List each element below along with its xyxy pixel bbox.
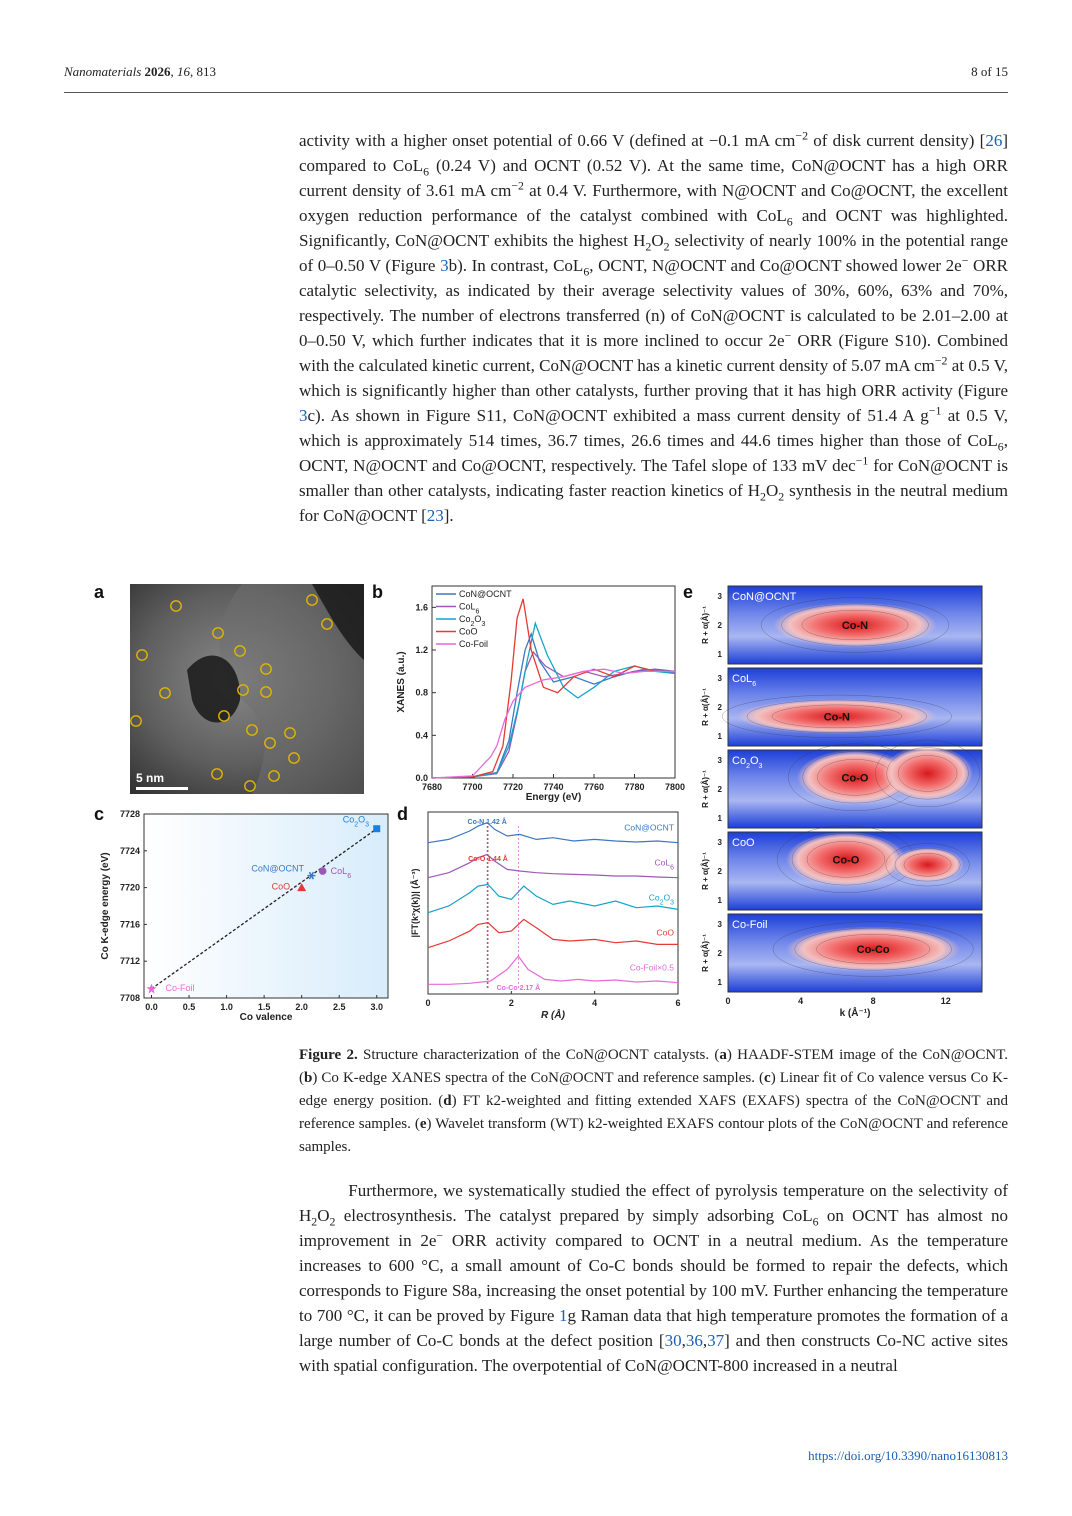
wavelet-bond-label: Co-O [841,772,869,785]
x-tick-label: 1.5 [257,1002,271,1012]
x-tick-label: 2.5 [332,1002,346,1012]
x-tick-label: 3.0 [370,1002,383,1012]
y-tick-label: 2 [717,703,722,712]
x-tick-label: 2 [508,998,514,1008]
x-tick-label: 0.0 [145,1002,158,1012]
point-label: CoN@OCNT [251,863,305,874]
y-tick-label: 2 [717,949,722,958]
y-tick-label: 1.2 [415,645,428,655]
point-marker [373,825,380,832]
point-label: CoO [271,881,291,892]
wavelet-panel-Co-Foil [701,914,982,992]
point-label: $Co_2O_3$ [342,814,370,829]
y-tick-label: 2 [717,867,722,876]
y-axis-label: |FT(k²χ(k))| (Å⁻³) [410,868,420,938]
x-tick-label: 7780 [624,782,645,792]
curve-label: $Co_2O_3$ [648,892,674,906]
y-axis-label: Co K-edge energy (eV) [100,852,111,960]
wavelet-bond-label: Co-N [841,620,869,632]
x-tick-label: 0 [725,996,731,1006]
curve-label: Co-Foil×0.5 [629,962,674,973]
x-tick-label: 7760 [583,782,605,792]
point-label: Co-Foil [165,982,195,993]
peak-annotation: Co-Co 2.17 Å [496,985,541,992]
peak-annotation: Co-N 1.42 Å [467,819,507,826]
body-paragraph-1-text: activity with a higher onset potential of 0.66 V (defined at −0.1 mA $cm^{-2}$ of disk current density) [26] compared to CoL$_6$ (0.24 V) and OCNT (0.52 V). At the same time, CoN@OCNT has a high ORR current density of 3.61 mA $cm^{-2}$ at 0.4 V. Furthermore, with N@OCNT and Co@OCNT, the excellent oxygen reduction performance of the catalyst combined with CoL$_6$ and OCNT was highlighted. Significantly, CoN@OCNT exhibits the highest $H_2O_2$ selectivity of nearly 100% in the potential range of 0–0.50 V (Figure 3b). In contrast, CoL$_6$, OCNT, N@OCNT and Co@OCNT showed lower 2e− ORR catalytic selectivity, as indicated by their average selectivity values of 30%, 60%, 63% and 70%, respectively. The number of electrons transferred (n) of CoN@OCNT is calculated to be 2.01–2.00 at 0–0.50 V, which further indicates that it is more inclined to occur 2e− ORR (Figure S10). Combined with the calculated kinetic current, CoN@OCNT has a kinetic current density of 5.07 mA $cm^{-2}$ at 0.5 V, which is significantly higher than other catalysts, further proving that it has high ORR activity (Figure 3c). As shown in Figure S11, CoN@OCNT exhibited a mass current density of 51.4 A $g^{-1}$ at 0.5 V, which is approximately 514 times, 36.7 times, 26.6 times and 44.6 times higher than those of CoL$_6$, OCNT, N@OCNT and Co@OCNT, respectively. The Tafel slope of 133 mV dec$^{-1}$ for CoN@OCNT is smaller than other catalysts, indicating faster reaction kinetics of $H_2O_2$ synthesis in the neutral medium for CoN@OCNT [23]. [299,128,1009,525]
plot-frame [144,814,388,998]
x-tick-label: 0.5 [182,1002,196,1012]
wavelet-sample-label: CoL$_6$ [732,673,757,688]
journal-name: Nanomaterials [64,64,142,79]
doi-link[interactable]: https://doi.org/10.3390/nano16130813 [808,1448,1008,1463]
wavelet-sample-label: $Co_2O_3$ [732,755,763,770]
wavelet-panel-CoO [701,826,982,910]
y-tick-label: 0.4 [415,730,428,741]
y-tick-label: 1 [717,978,722,987]
x-tick-label: 7800 [664,782,686,792]
wavelet-sample-label: CoO [732,837,755,849]
wavelet-hotspot [891,847,964,882]
x-axis-label: R (Å) [541,1010,565,1021]
x-axis-label: k (Å⁻¹) [839,1008,871,1019]
panel-e-wavelet-plots [701,586,982,1019]
scale-bar-label: 5 nm [136,771,165,785]
y-axis-label: R + α(Å)⁻¹ [701,688,710,726]
y-tick-label: 2 [717,785,722,794]
y-tick-label: 0.0 [415,773,428,783]
figure-caption [299,1044,1008,1159]
running-header-left: Nanomaterials 2026, 16, 813 [64,64,217,79]
legend-label: CoL$_6$ [459,601,480,615]
curve-label: CoO [656,927,674,938]
y-tick-label: 3 [717,592,722,601]
panel-b-xanes-chart [396,586,685,803]
y-tick-label: 1 [717,814,722,823]
article-number: 813 [196,64,217,79]
y-axis-label: R + α(Å)⁻¹ [701,606,710,644]
wavelet-panel-Co2O3 [701,740,982,828]
x-tick-label: 12 [940,996,951,1006]
y-tick-label: 0.8 [415,687,428,698]
point-label: CoL$_6$ [330,866,352,880]
y-tick-label: 2 [717,621,722,630]
point-marker [319,867,327,875]
figure-2 [92,580,992,1035]
y-tick-label: 7712 [119,956,140,967]
y-axis-label: R + α(Å)⁻¹ [701,852,710,890]
x-tick-label: 4 [798,996,804,1006]
body-paragraph-1 [299,128,1008,528]
y-tick-label: 1 [717,650,722,659]
y-axis-label: XANES (a.u.) [396,651,407,713]
panel-label-c: c [94,804,105,824]
y-tick-label: 3 [717,674,722,683]
journal-year: 2026 [144,64,171,79]
panel-c-valence-chart [100,809,388,1023]
header-rule [64,92,1008,93]
y-tick-label: 1 [717,732,722,741]
curve-label: CoL$_6$ [654,857,674,871]
y-axis-label: R + α(Å)⁻¹ [701,934,710,972]
x-tick-label: 7740 [543,782,564,792]
wavelet-panel-CoN@OCNT [701,586,982,664]
x-tick-label: 7700 [462,782,483,792]
legend-label: $Co_2O_3$ [459,614,486,628]
x-axis-label: Co valence [239,1012,293,1023]
page-number: 8 of 15 [971,64,1008,79]
figure-caption-text: Figure 2. Structure characterization of the CoN@OCNT catalysts. (a) HAADF-STEM image of the CoN@OCNT. (b) Co K-edge XANES spectra of the CoN@OCNT and reference samples. (c) Linear fit of Co valence versus Co K-edge energy position. (d) FT k2-weighted and fitting extended XAFS (EXAFS) spectra of the CoN@OCNT and reference samples. (e) Wavelet transform (WT) k2-weighted EXAFS contour plots of the CoN@OCNT and reference samples. [299,1047,1008,1155]
wavelet-hotspot [882,746,973,801]
y-tick-label: 7708 [119,993,140,1003]
figure-2-graphic [92,580,992,1035]
body-paragraph-2 [299,1178,1008,1378]
wavelet-sample-label: Co-Foil [732,919,768,931]
journal-volume: 16 [177,64,191,79]
x-tick-label: 8 [870,996,876,1006]
x-axis-label: Energy (eV) [525,792,582,803]
wavelet-sample-label: CoN@OCNT [732,591,797,603]
x-tick-label: 2.0 [295,1002,308,1012]
legend-label: CoO [459,626,478,637]
panel-label-e: e [683,582,694,602]
panel-label-d: d [397,804,408,824]
wavelet-bond-label: Co-N [823,711,850,724]
y-tick-label: 7724 [119,845,140,856]
x-tick-label: 0 [425,998,431,1008]
wavelet-panel-CoL6 [701,668,982,746]
y-axis-label: R + α(Å)⁻¹ [701,770,710,808]
peak-annotation: Co-O 1.44 Å [468,856,508,864]
panel-label-a: a [94,582,105,602]
x-tick-label: 7680 [421,782,443,792]
y-tick-label: 7728 [119,809,140,819]
panel-a-stem-image [130,584,364,794]
y-tick-label: 3 [717,756,722,765]
y-tick-label: 3 [717,920,722,929]
x-tick-label: 6 [675,998,681,1008]
body-paragraph-2-text: Furthermore, we systematically studied the effect of pyrolysis temperature on the selectivity of $H_2O_2$ electrosynthesis. The catalyst prepared by simply adsorbing CoL$_6$ on OCNT has almost no improvement in 2e− ORR activity compared to OCNT in a neutral medium. As the temperature increases to 600 °C, a small amount of Co-C bonds should be formed to repair the defects, which corresponds to Figure S8a, increasing the onset potential by 100 mV. Further enhancing the temperature to 700 °C, it can be proved by Figure 1g Raman data that high temperature promotes the formation of a large number of Co-C bonds at the defect position [30,36,37] and then constructs Co-NC active sites with spatial configuration. The overpotential of CoN@OCNT-800 increased in a neutral [299,1181,1009,1375]
curve-label: CoN@OCNT [624,822,674,833]
y-tick-label: 1 [717,896,722,905]
legend-label: Co-Foil [459,639,489,649]
x-tick-label: 4 [592,998,598,1008]
y-tick-label: 1.6 [415,602,428,613]
x-tick-label: 7720 [502,782,524,792]
y-tick-label: 7716 [119,919,140,930]
panel-d-exafs-chart [410,812,681,1021]
legend-label: CoN@OCNT [459,589,512,599]
panel-label-b: b [372,582,383,602]
x-tick-label: 1.0 [220,1002,233,1012]
wavelet-bond-label: Co-Co [856,944,890,957]
wavelet-bond-label: Co-O [832,854,860,867]
y-tick-label: 7720 [119,882,140,893]
y-tick-label: 3 [717,838,722,847]
